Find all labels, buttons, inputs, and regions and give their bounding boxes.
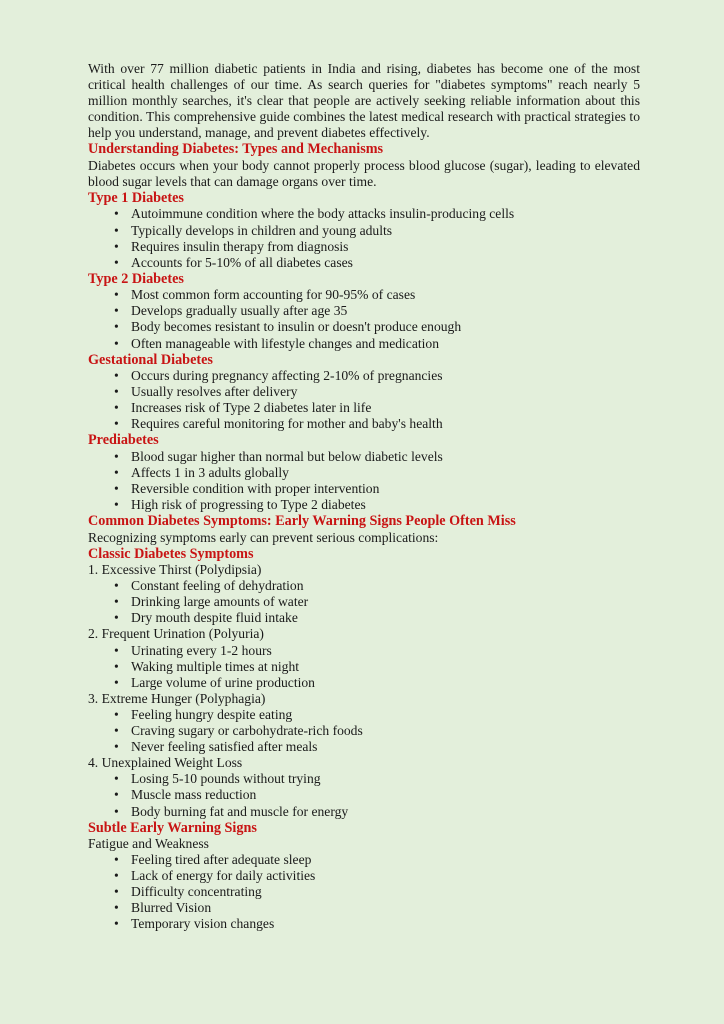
symptom-title: 2. Frequent Urination (Polyuria): [88, 626, 264, 642]
list-item: • Never feeling satisfied after meals: [88, 739, 640, 755]
type-heading: Type 2 Diabetes: [88, 270, 184, 287]
list-item: • Constant feeling of dehydration: [88, 578, 640, 594]
list-item: • Usually resolves after delivery: [88, 384, 640, 400]
list-item: • Affects 1 in 3 adults globally: [88, 465, 640, 481]
list-item: • Typically develops in children and young adults: [88, 223, 640, 239]
symptom-list: [88, 578, 640, 626]
list-item: • Accounts for 5-10% of all diabetes cases: [88, 255, 640, 271]
list-item: • Losing 5-10 pounds without trying: [88, 771, 640, 787]
list-item: • Temporary vision changes: [88, 916, 640, 932]
list-item: • Urinating every 1-2 hours: [88, 643, 640, 659]
list-item: • Craving sugary or carbohydrate-rich foods: [88, 723, 640, 739]
list-item: • Requires careful monitoring for mother and baby's health: [88, 416, 640, 432]
symptom-list: [88, 707, 640, 755]
classic-heading: Classic Diabetes Symptoms: [88, 545, 254, 562]
type-heading: Gestational Diabetes: [88, 351, 213, 368]
list-item: • Feeling tired after adequate sleep: [88, 852, 640, 868]
list-item: • Muscle mass reduction: [88, 787, 640, 803]
understanding-heading: Understanding Diabetes: Types and Mechanisms: [88, 141, 384, 158]
list-item: • Autoimmune condition where the body attacks insulin-producing cells: [88, 206, 640, 222]
list-item: • Body burning fat and muscle for energy: [88, 804, 640, 820]
type-section: [88, 432, 640, 513]
type-heading: Prediabetes: [88, 432, 159, 449]
type-section: [88, 352, 640, 433]
subtle-heading: Subtle Early Warning Signs: [88, 819, 257, 836]
document-page: [88, 61, 640, 933]
type-list: [88, 449, 640, 513]
symptoms-text: Recognizing symptoms early can prevent serious complications:: [88, 529, 439, 545]
subtle-list: [88, 852, 640, 932]
type-list: [88, 206, 640, 270]
subtle-title: Fatigue and Weakness: [88, 836, 209, 851]
list-item: • Most common form accounting for 90-95% of cases: [88, 287, 640, 303]
list-item: • Blurred Vision: [88, 900, 640, 916]
type-section: [88, 271, 640, 352]
list-item: • Drinking large amounts of water: [88, 594, 640, 610]
list-item: • Difficulty concentrating: [88, 884, 640, 900]
symptoms-heading: Common Diabetes Symptoms: Early Warning Signs People Often Miss: [88, 513, 516, 530]
list-item: • Large volume of urine production: [88, 675, 640, 691]
list-item: • Occurs during pregnancy affecting 2-10% of pregnancies: [88, 368, 640, 384]
list-item: • Reversible condition with proper intervention: [88, 481, 640, 497]
list-item: • Requires insulin therapy from diagnosis: [88, 239, 640, 255]
intro-paragraph: With over 77 million diabetic patients in India and rising, diabetes has become one of the most critical health challenges of our time. As search queries for "diabetes symptoms" reach nearly 5 million monthly searches, it's clear that people are actively seeking reliable information about this condition. This comprehensive guide combines the latest medical research with practical strategies to help you understand, manage, and prevent diabetes effectively.: [88, 61, 640, 141]
list-item: • High risk of progressing to Type 2 diabetes: [88, 497, 640, 513]
type-list: [88, 368, 640, 432]
list-item: • Feeling hungry despite eating: [88, 707, 640, 723]
understanding-text: Diabetes occurs when your body cannot properly process blood glucose (sugar), leading to elevated blood sugar levels that can damage organs over time.: [88, 157, 640, 189]
list-item: • Increases risk of Type 2 diabetes later in life: [88, 400, 640, 416]
symptom-list: [88, 643, 640, 691]
list-item: • Dry mouth despite fluid intake: [88, 610, 640, 626]
list-item: • Often manageable with lifestyle changes and medication: [88, 336, 640, 352]
list-item: • Develops gradually usually after age 35: [88, 303, 640, 319]
symptom-list: [88, 771, 640, 819]
type-heading: Type 1 Diabetes: [88, 190, 184, 207]
list-item: • Waking multiple times at night: [88, 659, 640, 675]
symptom-title: 4. Unexplained Weight Loss: [88, 755, 243, 771]
list-item: • Body becomes resistant to insulin or doesn't produce enough: [88, 319, 640, 335]
list-item: • Lack of energy for daily activities: [88, 868, 640, 884]
type-list: [88, 287, 640, 351]
type-section: [88, 190, 640, 271]
symptom-title: 3. Extreme Hunger (Polyphagia): [88, 690, 266, 706]
symptom-title: 1. Excessive Thirst (Polydipsia): [88, 562, 262, 578]
list-item: • Blood sugar higher than normal but below diabetic levels: [88, 449, 640, 465]
